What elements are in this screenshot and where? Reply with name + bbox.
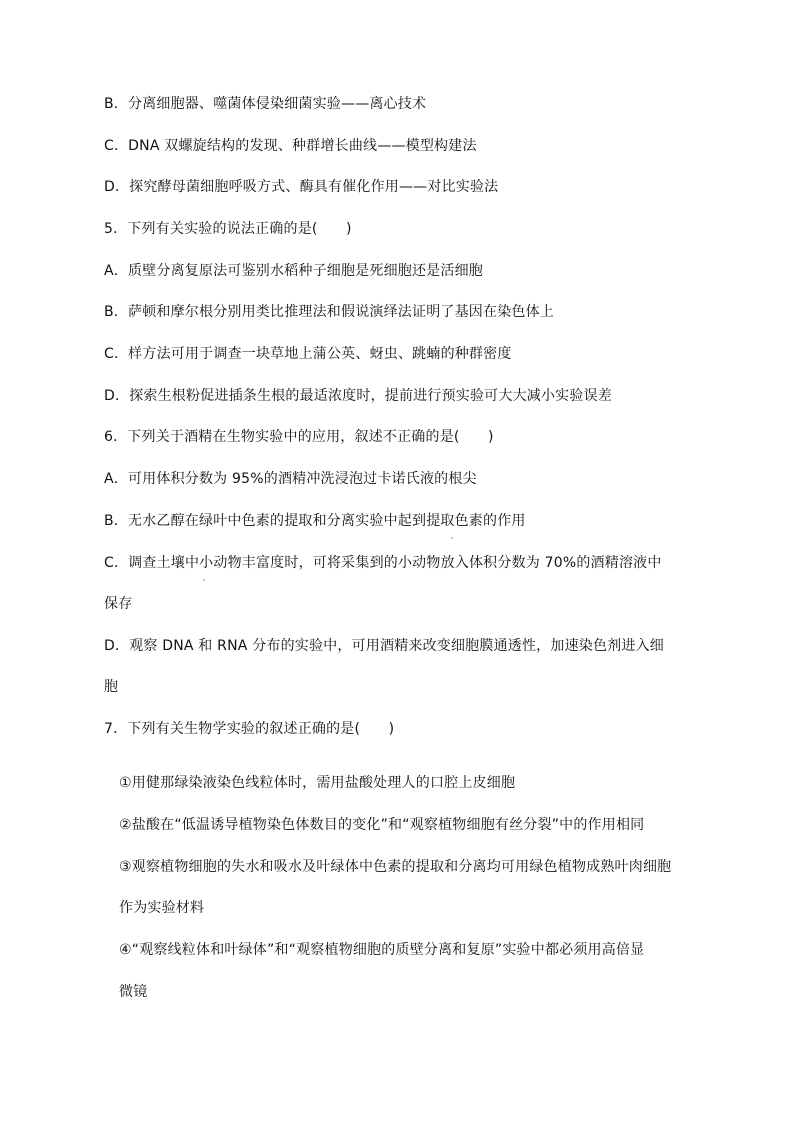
statement-7-3: ③观察植物细胞的失水和吸水及叶绿体中色素的提取和分离均可用绿色植物成熟叶肉细胞 bbox=[119, 859, 672, 875]
statement-7-4-continued: 微镜 bbox=[119, 984, 148, 1000]
option-6a: A．可用体积分数为 95%的酒精冲洗浸泡过卡诺氏液的根尖 bbox=[104, 471, 477, 487]
scan-speck bbox=[203, 579, 205, 581]
option-5a: A．质壁分离复原法可鉴别水稻种子细胞是死细胞还是活细胞 bbox=[104, 263, 483, 279]
scan-speck bbox=[451, 537, 453, 539]
question-6: 6．下列关于酒精在生物实验中的应用，叙述不正确的是( ) bbox=[104, 429, 494, 445]
statement-7-1: ①用健那绿染液染色线粒体时，需用盐酸处理人的口腔上皮细胞 bbox=[119, 775, 516, 791]
option-6b: B．无水乙醇在绿叶中色素的提取和分离实验中起到提取色素的作用 bbox=[104, 513, 526, 529]
statement-7-2: ②盐酸在“低温诱导植物染色体数目的变化”和“观察植物细胞有丝分裂”中的作用相同 bbox=[119, 817, 645, 833]
statement-7-3-continued: 作为实验材料 bbox=[119, 900, 205, 916]
option-4c: C．DNA 双螺旋结构的发现、种群增长曲线——模型构建法 bbox=[104, 138, 477, 154]
option-5c: C．样方法可用于调查一块草地上蒲公英、蚜虫、跳蝻的种群密度 bbox=[104, 346, 512, 362]
option-6d-continued: 胞 bbox=[104, 679, 119, 695]
option-6c-continued: 保存 bbox=[104, 596, 133, 612]
option-5d: D．探索生根粉促进插条生根的最适浓度时，提前进行预实验可大大减小实验误差 bbox=[104, 388, 612, 404]
statement-7-4: ④“观察线粒体和叶绿体”和“观察植物细胞的质壁分离和复原”实验中都必须用高倍显 bbox=[119, 942, 645, 958]
option-4b: B．分离细胞器、噬菌体侵染细菌实验——离心技术 bbox=[104, 96, 427, 112]
option-6c: C．调查土壤中小动物丰富度时，可将采集到的小动物放入体积分数为 70%的酒精溶液中 bbox=[104, 555, 662, 571]
option-5b: B．萨顿和摩尔根分别用类比推理法和假说演绎法证明了基因在染色体上 bbox=[104, 304, 555, 320]
question-7: 7．下列有关生物学实验的叙述正确的是( ) bbox=[104, 721, 395, 737]
option-6d: D．观察 DNA 和 RNA 分布的实验中，可用酒精来改变细胞膜通透性，加速染色剂进入细 bbox=[104, 638, 664, 654]
question-5: 5．下列有关实验的说法正确的是( ) bbox=[104, 221, 352, 237]
option-4d: D．探究酵母菌细胞呼吸方式、酶具有催化作用——对比实验法 bbox=[104, 179, 499, 195]
